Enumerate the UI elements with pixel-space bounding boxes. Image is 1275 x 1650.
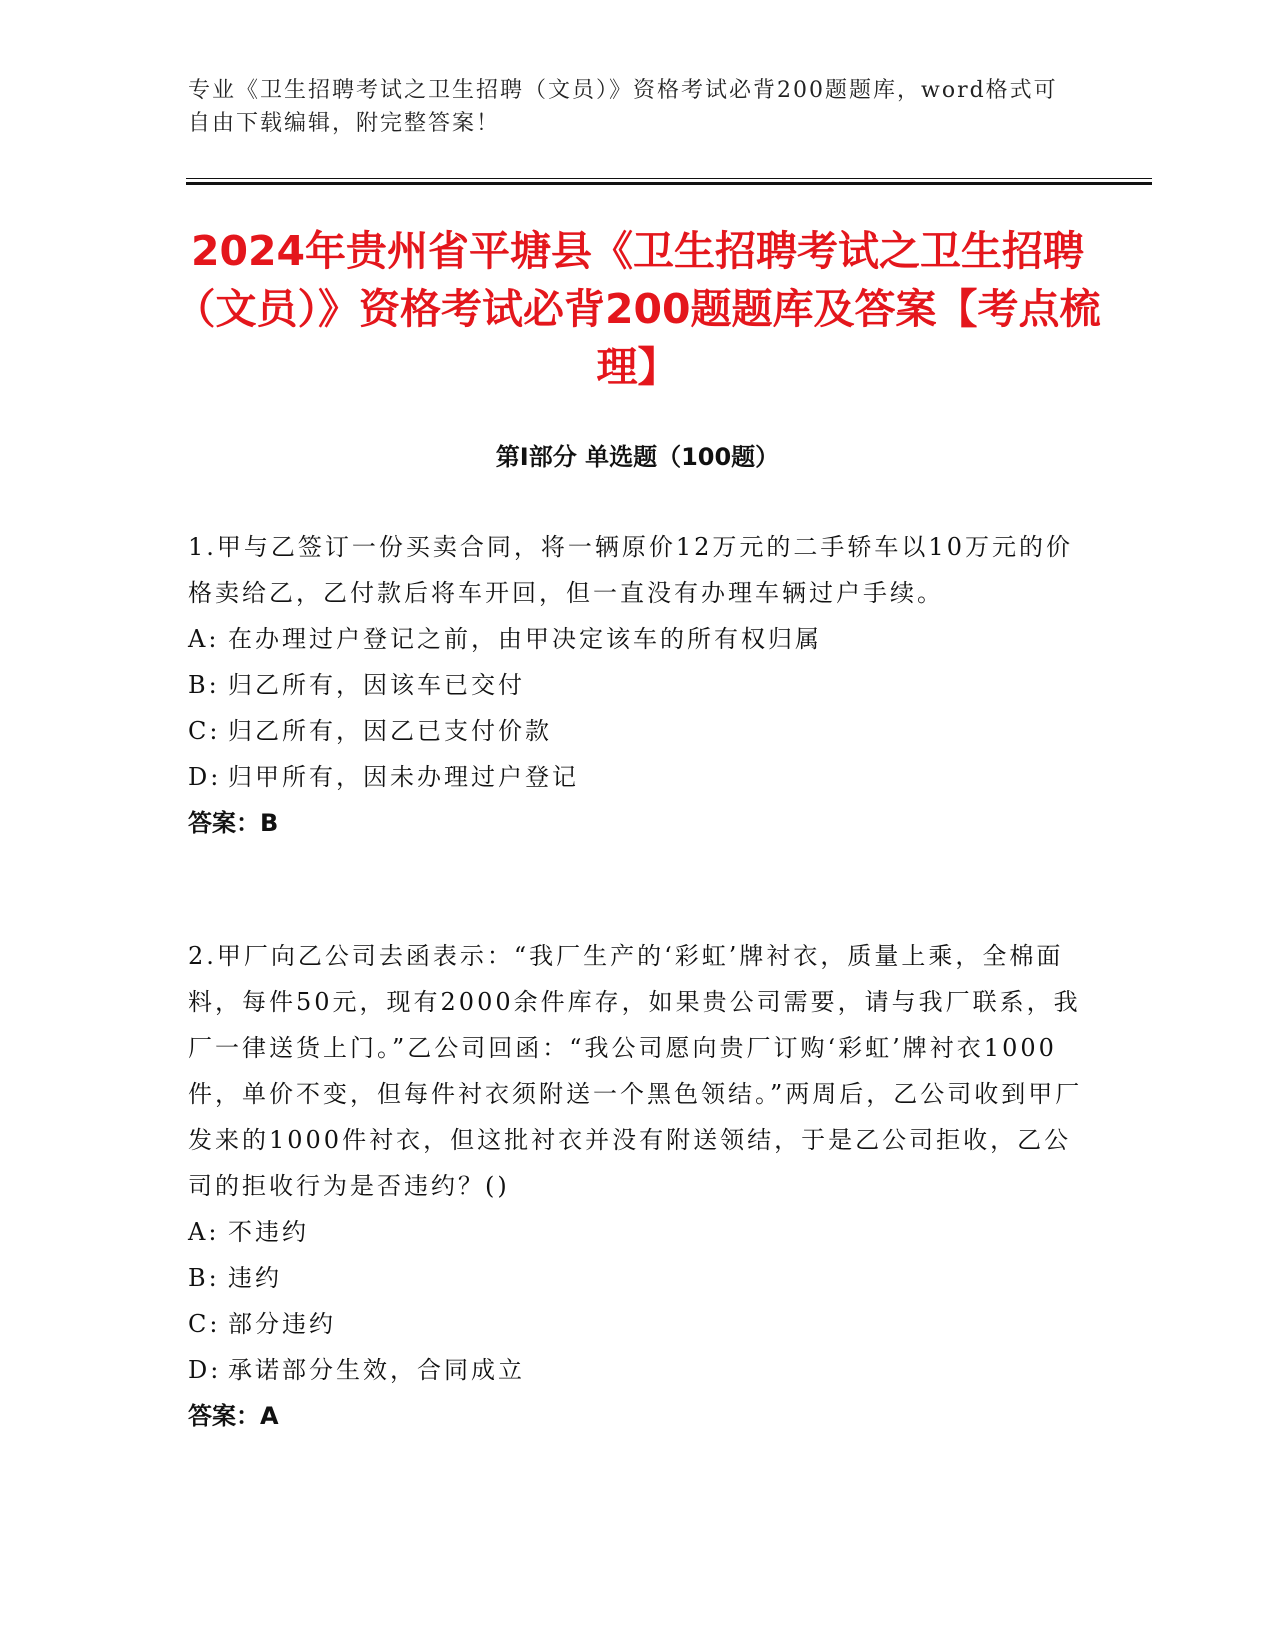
option-d — [188, 754, 1083, 800]
question-2 — [188, 933, 1083, 1439]
question-stem: 1.甲与乙签订一份买卖合同，将一辆原价12万元的二手轿车以10万元的价格卖给乙，乙付款后将车开回，但一直没有办理车辆过户手续。 — [188, 533, 1073, 607]
option-letter: A: — [188, 1218, 220, 1246]
header-divider-thin — [186, 178, 1152, 179]
header-note: 专业《卫生招聘考试之卫生招聘（文员）》资格考试必背200题题库，word格式可自由下载编辑，附完整答案！ — [188, 78, 1058, 136]
answer: 答案：B — [188, 809, 279, 837]
option-text: 违约 — [228, 1264, 282, 1292]
option-b — [188, 662, 1083, 708]
section-title: 第I部分 单选题（100题） — [495, 443, 780, 471]
option-d — [188, 1347, 1083, 1393]
option-letter: C: — [188, 717, 221, 745]
option-text: 归乙所有，因乙已支付价款 — [228, 717, 552, 745]
option-text: 在办理过户登记之前，由甲决定该车的所有权归属 — [228, 625, 822, 653]
option-c — [188, 708, 1083, 754]
document-title: 2024年贵州省平塘县《卫生招聘考试之卫生招聘（文员）》资格考试必背200题题库及答案【考点梳理】 — [174, 227, 1101, 391]
option-text: 归乙所有，因该车已交付 — [228, 671, 525, 699]
header-divider-thick — [186, 182, 1152, 185]
option-letter: C: — [188, 1310, 221, 1338]
option-text: 部分违约 — [228, 1310, 336, 1338]
option-text: 不违约 — [228, 1218, 309, 1246]
option-letter: D: — [188, 1356, 222, 1384]
question-stem: 2.甲厂向乙公司去函表示：“我厂生产的‘彩虹’牌衬衣，质量上乘，全棉面料，每件50元，现有2000余件库存，如果贵公司需要，请与我厂联系，我厂一律送货上门。”乙公司回函：“我公司愿向贵厂订购‘彩虹’牌衬衣1000件，单价不变，但每件衬衣须附送一个黑色领结。”两周后，乙公司收到甲厂发来的1000件衬衣，但这批衬衣并没有附送领结，于是乙公司拒收，乙公司的拒收行为是否违约？() — [188, 942, 1083, 1200]
option-letter: B: — [188, 1264, 220, 1292]
option-letter: B: — [188, 671, 220, 699]
option-text: 承诺部分生效，合同成立 — [228, 1356, 525, 1384]
question-1 — [188, 524, 1083, 846]
option-b — [188, 1255, 1083, 1301]
option-letter: D: — [188, 763, 222, 791]
answer: 答案：A — [188, 1402, 279, 1430]
option-a — [188, 1209, 1083, 1255]
option-a — [188, 616, 1083, 662]
option-text: 归甲所有，因未办理过户登记 — [228, 763, 579, 791]
option-c — [188, 1301, 1083, 1347]
option-letter: A: — [188, 625, 220, 653]
